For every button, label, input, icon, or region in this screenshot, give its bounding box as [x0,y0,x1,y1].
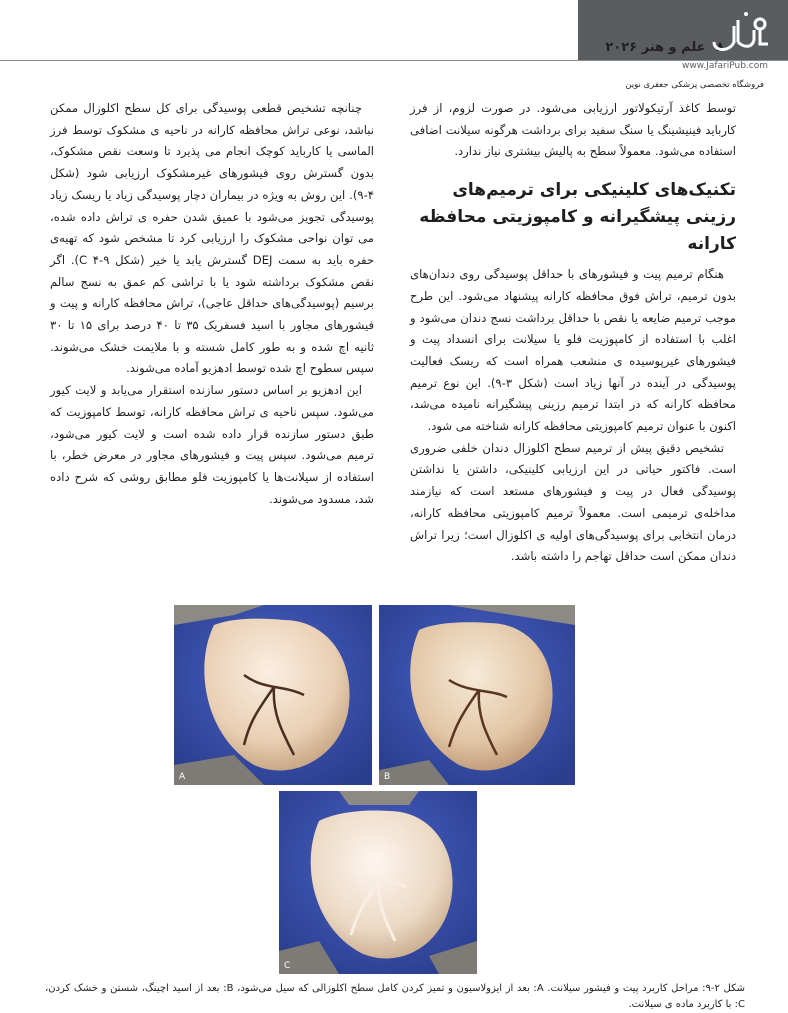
logo-caption: فروشگاه تخصصی پزشکی جعفری نوین [625,80,764,90]
photo-label-c: C [284,961,291,971]
section-title: تکنیک‌های کلینیکی برای ترمیم‌های رزینی پیشگیرانه و کامپوزیتی محافظه کارانه [419,180,736,255]
photo-label-a: A [179,772,186,782]
tooth-photo-b [379,605,575,785]
header-divider [0,60,788,61]
paragraph-2: تشخیص دقیق پیش از ترمیم سطح اکلوزال دندان خلفی ضروری است. فاکتور حیاتی در این ارزیابی کلینیکی، داشتن یا نداشتن پوسیدگی فعال در پیت و فیشورهای مستعد است که نیازمند مداخله‌ی ترمیمی است. معمولاً ترمیم کامپوزیتی محافظه کارانه، درمان انتخابی برای پوسیدگی‌های اولیه ی اکلوزال است؛ زیرا تراش دندان ممکن است حداقل تهاجم را داشته باشد. [410,440,736,564]
tooth-photo-a [174,605,372,785]
right-column [410,98,736,568]
magazine-header [594,40,724,55]
paragraph-1: هنگام ترمیم پیت و فیشورهای با حداقل پوسیدگی روی دندان‌های بدون ترمیم، تراش فوق محافظه کارانه پیشنهاد می‌شود. این طرح موجب ترمیم ضایعه یا نقص با حداقل برداشت نسج دندان می‌شود و اغلب با استفاده از کامپوزیت فلو یا سیلانت برای انسداد پیت و فیشورهای غیرپوسیده ی منشعب همراه است که ریسک فعالیت پوسیدگی در آینده در آنها زیاد است (شکل ۳-۹). این نوع ترمیم محافظه کارانه که در ابتدا ترمیم رزینی پیشگیرانه نامیده می‌شد، اکنون با عنوان ترمیم کامپوزیتی محافظه کارانه شناخته می شود. [410,267,736,434]
page-number: ۸ [716,40,724,55]
paragraph-4: این ادهزیو بر اساس دستور سازنده استقرار می‌یابد و لایت کیور می‌شود. سپس ناحیه ی تراش محافظه کارانه، توسط کامپوزیت که طبق دستور سازنده قرار داده شده است و لایت کیور می‌شود، ترمیم می‌شود. سپس پیت و فیشورهای مجاور در معرض خطر، با استفاده از سیلانت‌ها یا کامپوزیت فلو مطابق روشی که شرح داده شد، مسدود می‌شوند. [50,383,374,506]
tooth-photo-c [279,791,477,974]
paragraph-3: چنانچه تشخیص قطعی پوسیدگی برای کل سطح اکلوزال ممکن نباشد، نوعی تراش محافظه کارانه در ناحیه ی مشکوک توسط فرز الماسی یا کارباید کوچک انجام می پذیرد تا وسعت نقص مشکوک، بدون گسترش روی فیشورهای غیرمشکوک ارزیابی شود (شکل ۴-۹). این روش به ویژه در بیماران دچار پوسیدگی زیاد یا ریسک زیاد پوسیدگی تجویز می‌شود با عمیق شدن حفره ی تراش داده شده، می توان نواحی مشکوک را ارزیابی کرد تا مشخص شود که تهیه‌ی حفره باید به سمت DEJ گسترش یابد یا خیر (شکل C ۴-۹). اگر نقص مشکوک برداشته شود یا با تراشی کم عمق به نسج سالم برسیم (پوسیدگی‌های حداقل عاجی)، تراش محافظه کارانه و پیت و فیشورهای مجاور با اسید فسفریک ۳۵ تا ۴۰ درصد برای ۱۵ تا ۳۰ ثانیه اچ شده و به طور کامل شسته و با ملایمت خشک می‌شوند. سپس سطوح اچ شده توسط ادهزیو آماده می‌شوند. [50,101,374,376]
magazine-title: علم و هنر ۲۰۲۶ [605,40,706,55]
logo-url[interactable]: www.JafariPub.com [682,61,768,71]
intro-paragraph: توسط کاغذ آرتیکولاتور ارزیابی می‌شود. در صورت لزوم، از فرز کارباید فینیشینگ یا سنگ سفید برای برداشت هرگونه سیلانت اضافی استفاده می‌شود. معمولاً سطح به پالیش بیشتری نیاز ندارد. [410,101,736,159]
figure-caption: شکل ۲-۹: مراحل کاربرد پیت و فیشور سیلانت. A: بعد از ایزولاسیون و تمیز کردن کامل سطح اکلوزالی که سیل می‌شود، B: بعد از اسید اچینگ، شستن و خشک کردن، C: با کاربرد ماده ی سیلانت. [45,983,746,1010]
left-column [50,98,374,510]
photo-label-b: B [384,772,391,782]
publisher-logo [708,8,772,56]
